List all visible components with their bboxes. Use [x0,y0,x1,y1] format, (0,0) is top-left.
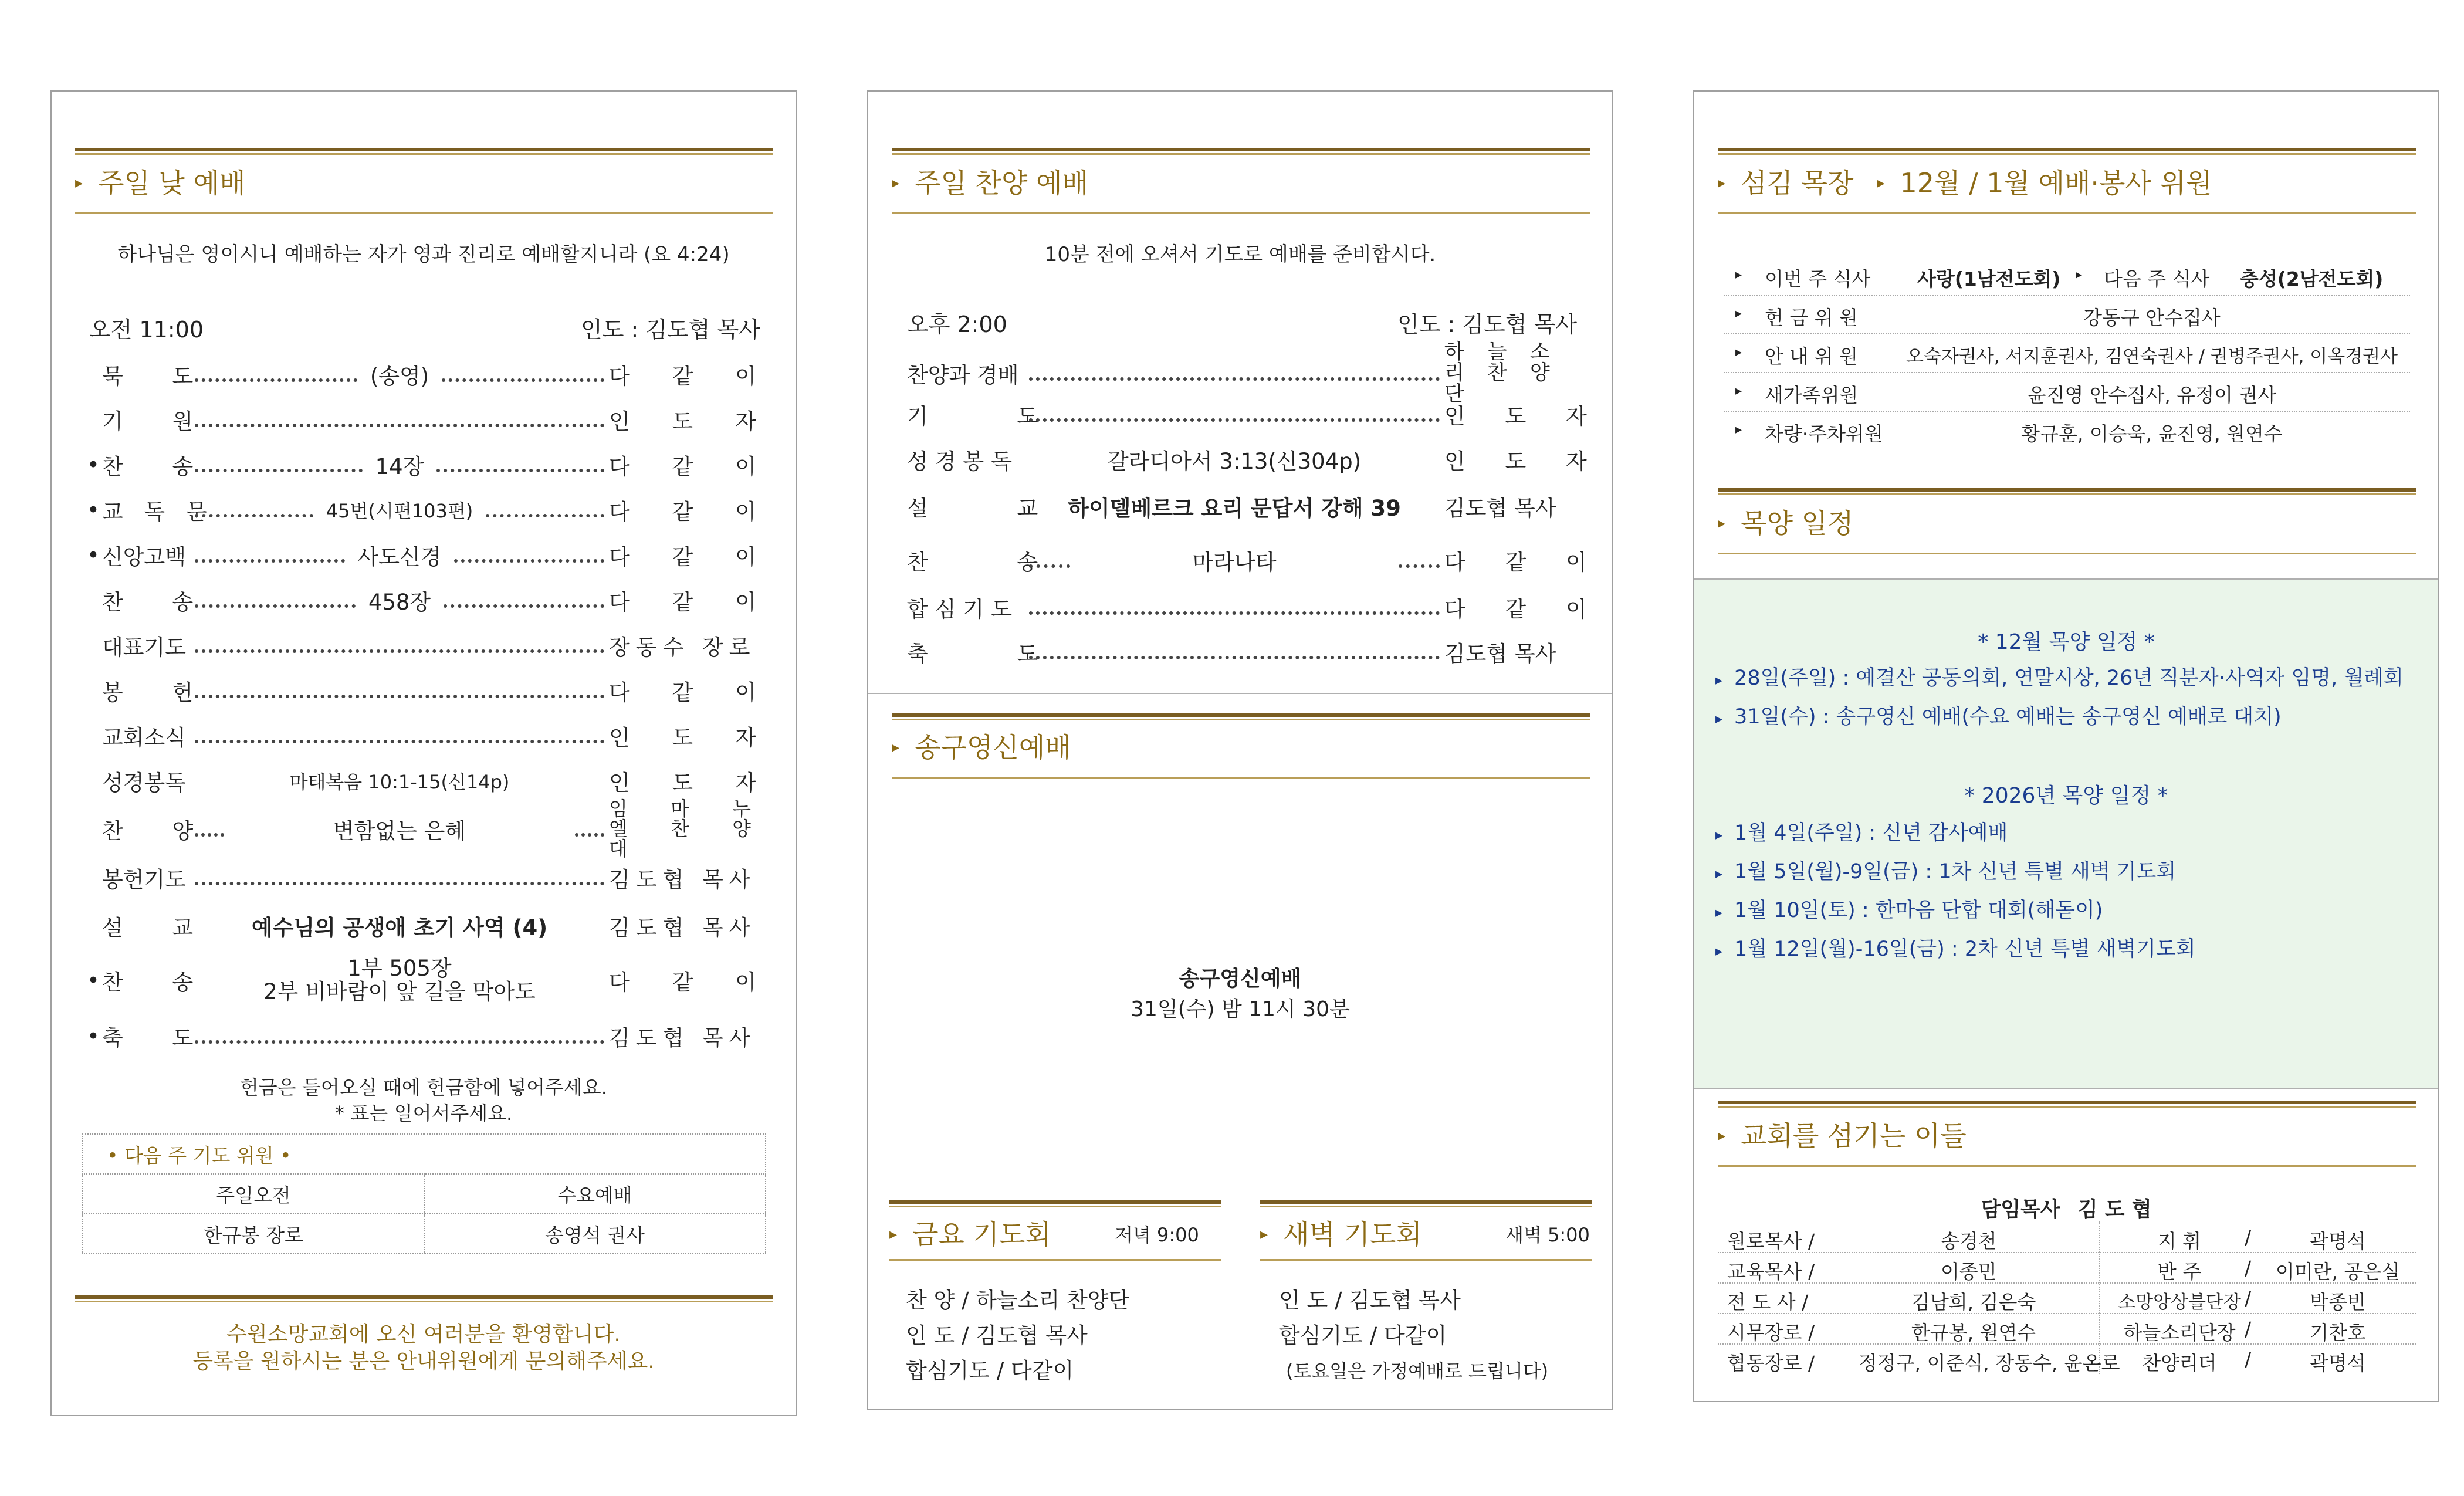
schedule-item [1715,855,2176,885]
panel-divider [868,693,1612,694]
order-person: 다 같 이 [609,544,774,570]
order-row [87,1016,761,1057]
order-row [87,580,774,621]
staff-role: 시무장로 / [1727,1321,1815,1344]
january-schedule-title: * 2026년 목양 일정 * [1964,784,2168,808]
sunday-praise-panel [867,90,1613,1410]
section-title-text: 12월 / 1월 예배·봉사 위원 [1900,167,2212,199]
staff-role: 전 도 사 / [1727,1291,1809,1314]
friday-time: 저녁 9:00 [1115,1224,1199,1246]
prayer-name-sunday: 한규봉 장로 [83,1214,424,1254]
schedule-item-text: 1월 12일(월)-16일(금) : 2차 신년 특별 새벽기도회 [1734,937,2196,961]
order-person: 다 같 이 [609,499,774,524]
triangle-bullet-icon: ▸ [75,174,83,192]
triangle-bullet-icon: ▸ [1718,515,1726,532]
title-underline [892,212,1590,214]
order-person: 다 같 이 [609,680,774,705]
stand-marker: • [87,542,100,568]
order-person: 다 같 이 [609,364,774,389]
triangle-bullet-icon: ▸ [1718,1127,1726,1145]
order-person: 김도협 목사 [1444,641,1556,666]
order-label: 교회소식 [102,725,186,750]
staff-name: 송경천 [1941,1230,1997,1253]
triangle-bullet-icon: ▸ [1735,345,1742,360]
senior-pastor-name: 김 도 협 [2077,1198,2152,1221]
order-content: 사도신경 [357,544,442,570]
offering-note: 헌금은 들어오실 때에 헌금함에 넣어주세요. [239,1076,608,1099]
staff-role: 찬양리더 [2142,1352,2217,1375]
triangle-bullet-icon: ▸ [1715,943,1723,959]
order-label: 찬 송 [102,970,215,995]
order-person: 김도협 목사 [609,915,756,940]
title-rule [1260,1200,1592,1207]
section-title [892,162,1088,201]
schedule-item [1715,894,2103,923]
this-week-meal-label: 이번 주 식사 [1765,268,1871,290]
duty-row [1724,333,2410,373]
order-row [87,444,774,485]
triangle-bullet-icon: ▸ [1877,174,1885,192]
staff-name: 이종민 [1941,1260,1997,1283]
order-person: 인 도 자 [609,770,774,796]
order-label: 찬 송 [102,590,215,615]
stand-note: * 표는 일어서주세요. [334,1102,513,1125]
order-label: 성경봉독 [907,449,1019,474]
order-label: 성경봉독 [102,770,186,796]
duty-label: 새가족위원 [1765,384,1859,407]
friday-row: 인 도 / 김도협 목사 [906,1323,1088,1348]
staff-name: 박종빈 [2310,1291,2366,1314]
section-title [892,726,1071,765]
senior-pastor-label: 담임목사 [1981,1198,2060,1221]
section-title-text: 주일 낮 예배 [98,167,246,199]
schedule-item-text: 1월 4일(주일) : 신년 감사예배 [1734,821,2008,845]
triangle-bullet-icon: ▸ [1715,827,1723,843]
triangle-bullet-icon: ▸ [1735,268,1742,282]
order-row [907,631,1573,672]
order-row [907,394,1603,435]
schedule-item-text: 28일(주일) : 예결산 공동의회, 연말시상, 26년 직분자·사역자 임명, 월례회 [1734,666,2404,690]
order-label: 교 독 문 [102,499,214,524]
staff-name: 곽명석 [2310,1230,2366,1253]
order-label: 봉 헌 [102,680,215,705]
order-person: 다 같 이 [609,970,774,995]
order-content: 45번(시편103편) [326,500,473,522]
order-person: 임 마 누 엘 찬 양 대 [609,797,761,860]
dawn-title [1260,1213,1422,1252]
schedule-item [1715,700,2282,730]
staff-slash: / [2245,1257,2252,1280]
schedule-item-text: 31일(수) : 송구영신 예배(수요 예배는 송구영신 예배로 대치) [1734,705,2282,729]
sermon-title: 예수님의 공생애 초기 사역 (4) [251,915,548,940]
triangle-bullet-icon: ▸ [1715,710,1723,727]
prayer-name-wednesday: 송영석 권사 [424,1214,766,1254]
title-underline [892,777,1590,779]
this-week-meal-value: 사랑(1남전도회) [1917,268,2061,290]
staff-role: 원로목사 / [1727,1230,1815,1253]
triangle-bullet-icon: ▸ [1735,422,1742,437]
order-content: 14장 [375,454,424,479]
next-week-meal-value: 충성(2남전도회) [2240,268,2384,290]
friday-row: 찬 양 / 하늘소리 찬양단 [906,1288,1130,1313]
prayer-col-sunday: 주일오전 [83,1174,424,1214]
staff-name: 한규봉, 원연수 [1911,1321,2036,1344]
section-title-text: 송구영신예배 [915,732,1071,763]
order-person: 김도협 목사 [1444,496,1556,521]
triangle-bullet-icon: ▸ [1715,904,1723,920]
order-row [87,354,774,395]
triangle-bullet-icon: ▸ [1260,1226,1268,1243]
order-row [907,486,1573,527]
title-rule [1718,148,2416,155]
staff-name: 김남희, 김은숙 [1911,1291,2036,1314]
order-row [907,540,1603,581]
order-label: 찬양과 경배 [907,363,1019,388]
next-week-meal-label: 다음 주 식사 [2104,268,2210,290]
order-row [907,587,1603,628]
order-label: 설 교 [102,915,215,940]
december-schedule-title: * 12월 목양 일정 * [1978,630,2155,654]
staff-name: 곽명석 [2310,1352,2366,1375]
order-row [87,857,761,898]
title-rule [75,148,773,155]
welcome-rule [75,1295,773,1302]
triangle-bullet-icon: ▸ [1735,384,1742,398]
stand-marker: • [87,452,100,478]
dawn-row: 인 도 / 김도협 목사 [1279,1288,1461,1313]
prepare-note: 10분 전에 오셔서 기도로 예배를 준비합시다. [1044,243,1436,266]
schedule-box [1694,578,2438,1089]
welcome-line-1: 수원소망교회에 오신 여러분을 환영합니다. [226,1322,621,1346]
schedule-item [1715,933,2196,962]
order-person: 다 같 이 [609,454,774,479]
title-underline [1260,1259,1592,1261]
service-time: 오전 11:00 [89,317,204,343]
order-label: 기 도 [907,404,1079,429]
dawn-row: 합심기도 / 다같이 [1279,1323,1447,1348]
order-row [907,340,1573,406]
sermon-title: 하이델베르크 요리 문답서 강해 39 [1068,496,1401,521]
order-row [87,489,774,530]
service-time: 오후 2:00 [907,312,1007,337]
order-label: 신앙고백 [102,544,186,570]
order-label: 기 원 [102,409,215,434]
order-person: 하 늘 소 리 찬 양 단 [1444,340,1558,406]
section-title-text: 금요 기도회 [912,1219,1051,1250]
triangle-bullet-icon: ▸ [1718,174,1726,192]
order-row [87,715,774,756]
order-person: 다 같 이 [1444,550,1603,575]
duty-label: 안 내 위 원 [1765,345,1858,368]
staff-slash: / [2245,1318,2252,1341]
triangle-bullet-icon: ▸ [889,1226,898,1243]
order-row [87,905,761,946]
order-label: 설 교 [907,496,1079,521]
ministry-panel [1693,90,2439,1402]
section-title-text: 목양 일정 [1741,507,1854,539]
title-rule [1718,1101,2416,1108]
staff-role: 협동장로 / [1727,1352,1815,1375]
section-title [75,162,246,201]
order-content: 갈라디아서 3:13(신304p) [1107,449,1362,474]
schedule-item-text: 1월 5일(월)-9일(금) : 1차 신년 특별 새벽 기도회 [1734,860,2177,884]
duty-row [1724,295,2410,334]
section-title [1718,502,1853,541]
section-title [1718,1115,1967,1153]
order-content: 1부 505장 [347,956,452,981]
section-title-text: 주일 찬양 예배 [915,167,1088,199]
triangle-bullet-icon: ▸ [2076,268,2083,282]
title-underline [1718,212,2416,214]
duty-label: 헌 금 위 원 [1765,306,1858,329]
triangle-bullet-icon: ▸ [1715,672,1723,688]
triangle-bullet-icon: ▸ [892,174,900,192]
prayer-col-wednesday: 수요예배 [424,1174,766,1214]
stand-marker: • [87,497,100,523]
order-content-alt: 2부 비바람이 앞 길을 막아도 [263,979,536,1004]
triangle-bullet-icon: ▸ [1715,865,1723,882]
prayer-committee-header: • 다음 주 기도 위원 • [83,1134,766,1174]
title-underline [75,212,773,214]
title-underline [889,1259,1221,1261]
duty-label: 차량·주차위원 [1765,422,1883,445]
order-row [87,670,774,711]
order-label: 축 도 [102,1025,215,1051]
order-person: 다 같 이 [1444,597,1603,622]
scripture-verse: 하나님은 영이시니 예배하는 자가 영과 진리로 예배할지니라 (요 4:24) [117,243,730,266]
dawn-time: 새벽 5:00 [1505,1224,1590,1246]
order-content: 458장 [368,590,431,615]
meal-row [1724,256,2410,296]
staff-slash: / [2245,1287,2252,1310]
order-row [87,625,761,666]
section-title-text: 섬김 목장 [1741,167,1854,199]
sunday-morning-panel [50,90,797,1416]
year-end-service-name: 송구영신예배 [1179,967,1302,991]
staff-name: 정정구, 이준식, 장동수, 윤온로 [1859,1352,2120,1375]
staff-slash: / [2245,1226,2252,1249]
service-leader: 인도 : 김도협 목사 [581,317,760,343]
order-person: 김도협 목사 [609,1025,756,1051]
friday-title [889,1213,1051,1252]
staff-role: 반 주 [2157,1260,2202,1283]
order-row [87,534,774,576]
year-end-service-time: 31일(수) 밤 11시 30분 [1131,997,1350,1021]
dawn-note: (토요일은 가정예배로 드립니다) [1286,1360,1549,1382]
order-label: 찬 송 [102,454,215,479]
staff-slash: / [2245,1348,2252,1371]
duty-value: 오숙자권사, 서지훈권사, 김연숙권사 / 권병주권사, 이옥경권사 [1906,346,2398,367]
order-label: 찬 양 [102,818,215,844]
order-person: 다 같 이 [609,590,774,615]
order-person: 인 도 자 [1444,449,1603,474]
duty-row [1724,372,2410,412]
title-underline [1718,1165,2416,1167]
schedule-item [1715,817,2008,846]
order-row [907,439,1603,480]
friday-row: 합심기도 / 다같이 [906,1358,1074,1383]
order-content: 마태복음 10:1-15(신14p) [289,771,510,793]
duty-value: 강동구 안수집사 [2083,306,2221,329]
prayer-committee-table [82,1133,766,1254]
triangle-bullet-icon: ▸ [892,739,900,756]
staff-name: 기찬호 [2310,1321,2366,1344]
order-person: 김도협 목사 [609,867,756,892]
order-row [87,797,761,860]
order-person: 인 도 자 [609,409,774,434]
duty-value: 황규훈, 이승욱, 윤진영, 원연수 [2021,422,2283,445]
schedule-item [1715,662,2404,691]
order-row [87,951,774,1010]
order-label: 봉헌기도 [102,867,186,892]
title-rule [892,148,1590,155]
staff-name: 이미란, 공은실 [2275,1260,2401,1283]
order-label: 찬 송 [907,550,1079,575]
duty-row [1724,411,2410,449]
order-row [87,760,774,801]
duty-value: 윤진영 안수집사, 유정이 권사 [2027,384,2277,407]
staff-role: 소망앙상블단장 [2118,1292,2241,1313]
staff-role: 하늘소리단장 [2123,1321,2236,1344]
order-label: 합심기도 [907,597,1019,622]
section-title-text: 교회를 섬기는 이들 [1741,1120,1967,1152]
service-leader: 인도 : 김도협 목사 [1397,312,1577,337]
order-person: 인 도 자 [1444,404,1603,429]
order-content: 마라나타 [1192,550,1277,575]
schedule-item-text: 1월 10일(토) : 한마음 단합 대회(해돋이) [1734,899,2103,922]
order-content: (송영) [370,364,429,389]
order-label: 축 도 [907,641,1079,666]
order-person: 장동수 장로 [609,635,756,660]
order-content: 변함없는 은혜 [333,818,466,844]
title-rule [1718,488,2416,495]
section-title-text: 새벽 기도회 [1283,1219,1422,1250]
order-person: 인 도 자 [609,725,774,750]
section-title [1718,162,2212,201]
title-underline [1718,553,2416,554]
triangle-bullet-icon: ▸ [1735,306,1742,321]
stand-marker: • [87,967,100,993]
title-rule [892,713,1590,720]
staff-role: 지 휘 [2157,1230,2202,1253]
title-rule [889,1200,1221,1207]
order-row [87,399,774,440]
order-label: 묵 도 [102,364,215,389]
senior-pastor [1694,1193,2438,1223]
order-label: 대표기도 [102,635,186,660]
stand-marker: • [87,1023,100,1049]
welcome-line-2: 등록을 원하시는 분은 안내위원에게 문의해주세요. [192,1349,655,1373]
staff-role: 교육목사 / [1727,1260,1815,1283]
